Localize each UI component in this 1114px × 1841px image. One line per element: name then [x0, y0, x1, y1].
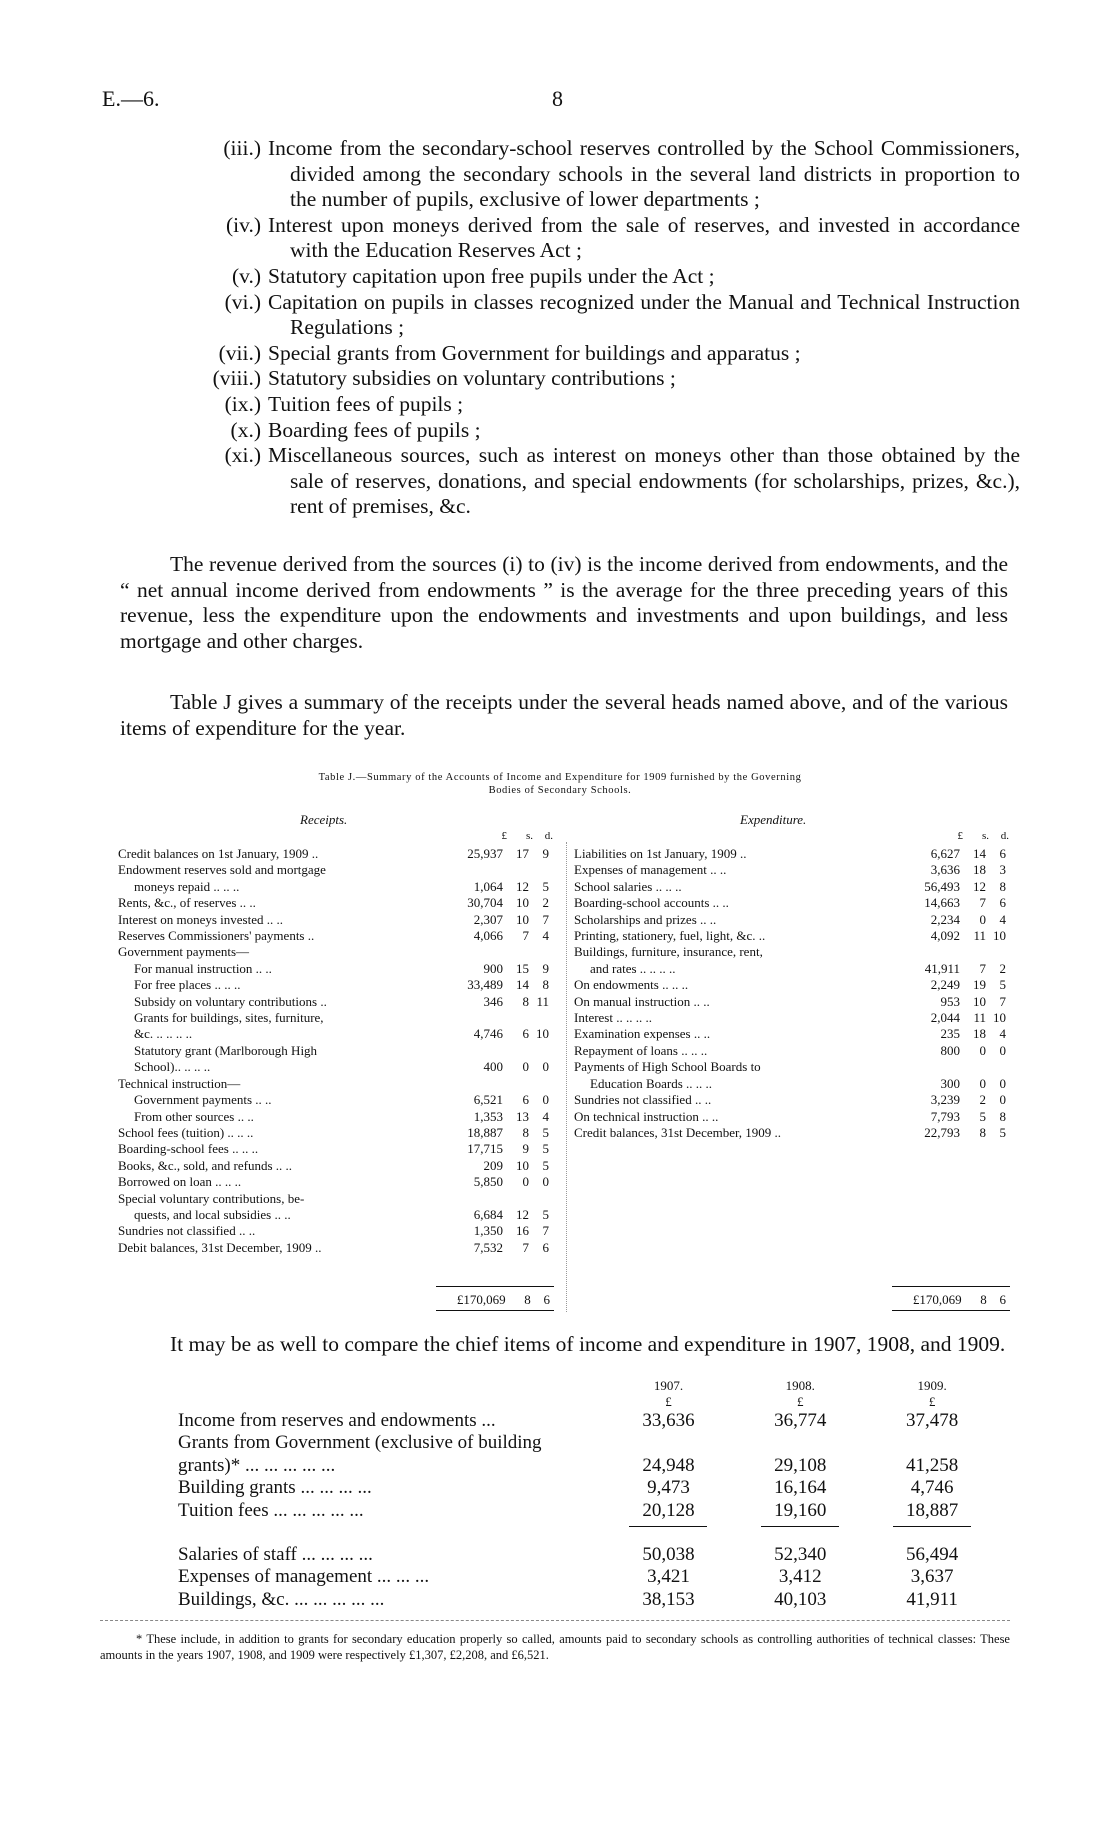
list-item: (vi.) Capitation on pupils in classes recognized under the Manual and Technical Instruction Regulations ; — [224, 289, 1020, 340]
table-row — [118, 879, 553, 895]
row-label: Subsidy on voluntary contributions .. — [134, 993, 327, 1009]
pence-cell: 5 — [542, 1206, 549, 1222]
table-row — [118, 912, 553, 928]
list-item: (iv.) Interest upon moneys derived from the sale of reserves, and invested in accordance with the Education Reserves Act ; — [225, 212, 1020, 263]
pence-cell — [529, 862, 553, 878]
table-row — [118, 895, 553, 911]
row-label: Special voluntary contributions, be- — [118, 1190, 305, 1206]
shillings-cell: 0 — [522, 1174, 529, 1190]
pence-cell: 0 — [999, 1075, 1006, 1091]
pence-cell — [529, 1010, 553, 1026]
table-row — [574, 895, 1010, 911]
pounds-cell: 300 — [940, 1075, 960, 1091]
table-row — [574, 862, 1010, 878]
pence-cell: 8 — [999, 878, 1006, 894]
shillings-cell: 7 — [522, 1239, 529, 1255]
pounds-cell: 30,704 — [467, 895, 503, 911]
shillings-cell: 10 — [516, 911, 529, 927]
row-label: Expenses of management .. .. — [574, 862, 727, 878]
pounds-cell: 7,532 — [473, 1239, 503, 1255]
table-row — [574, 944, 1010, 960]
pence-cell: 0 — [542, 1174, 549, 1190]
comparison-rule — [178, 1522, 998, 1532]
revenue-paragraph: The revenue derived from the sources (i) to (iv) is the income derived from endowments, and the “ net annual income derived from endowments ” is the average for the three preceding years of this revenue, less the expenditure upon the endowments and investments and upon buildings, and less mortgage and other charges. — [120, 552, 1008, 653]
pounds-cell: 346 — [483, 993, 503, 1009]
shillings-cell: 0 — [522, 1059, 529, 1075]
pence-cell: 6 — [542, 1239, 549, 1255]
year-value-cell: 50,038 — [642, 1544, 695, 1566]
receipts-ledger — [118, 846, 553, 1256]
pence-cell: 8 — [542, 977, 549, 993]
pence-cell: 0 — [999, 1042, 1006, 1058]
pounds-cell: 400 — [483, 1059, 503, 1075]
receipts-total-underline — [436, 1310, 554, 1311]
table-row — [574, 1010, 1010, 1026]
shillings-cell: 19 — [973, 977, 986, 993]
shillings-cell: 8 — [522, 1124, 529, 1140]
pounds-cell: 900 — [483, 960, 503, 976]
table-row — [178, 1544, 998, 1566]
pounds-cell — [431, 1191, 503, 1207]
shillings-cell: 11 — [973, 1010, 986, 1026]
pounds-cell: 4,066 — [473, 928, 503, 944]
list-item: (vii.) Special grants from Government for buildings and apparatus ; — [218, 340, 801, 365]
list-item: (xi.) Miscellaneous sources, such as interest on moneys other than those obtained by the sale of reserves, donations, and special endowments (for scholarships, prizes, &c.), rent of premises, &c. — [224, 443, 1020, 519]
pence-cell: 4 — [999, 1026, 1006, 1042]
row-label: Expenses of management ... ... ... — [178, 1566, 430, 1588]
row-label: For manual instruction .. .. — [134, 960, 272, 976]
pence-cell: 0 — [542, 1092, 549, 1108]
shillings-cell: 7 — [522, 928, 529, 944]
pence-cell: 5 — [542, 1124, 549, 1140]
table-row — [118, 862, 553, 878]
row-label: Government payments— — [118, 944, 250, 960]
table-j-intro-paragraph: Table J gives a summary of the receipts under the several heads named above, and of the various items of expenditure for the year. — [120, 690, 1008, 740]
pounds-cell — [888, 944, 960, 960]
pounds-cell: 41,911 — [924, 960, 960, 976]
year-value-cell: 3,421 — [647, 1566, 690, 1588]
shillings-cell: 6 — [522, 1026, 529, 1042]
year-value-cell — [603, 1432, 735, 1454]
row-label: Endowment reserves sold and mortgage — [118, 862, 326, 878]
shillings-cell: 15 — [516, 960, 529, 976]
pence-cell: 7 — [542, 1223, 549, 1239]
table-row — [118, 1191, 553, 1207]
row-label: On endowments .. .. .. — [574, 977, 689, 993]
pounds-cell: 18,887 — [467, 1124, 503, 1140]
pence-cell: 0 — [999, 1092, 1006, 1108]
pence-cell: 5 — [542, 878, 549, 894]
table-row — [178, 1500, 998, 1522]
pounds-cell: 6,521 — [473, 1092, 503, 1108]
table-row — [178, 1410, 998, 1432]
shillings-cell — [960, 944, 986, 960]
pence-cell: 9 — [542, 846, 549, 861]
pounds-cell: 17,715 — [467, 1141, 503, 1157]
table-row — [178, 1477, 998, 1499]
table-row — [118, 1092, 553, 1108]
row-label: Interest on moneys invested .. .. — [118, 911, 283, 927]
row-label: Payments of High School Boards to — [574, 1059, 761, 1075]
pounds-cell: 4,092 — [930, 928, 960, 944]
pence-cell — [986, 1059, 1010, 1075]
year-value-cell: 41,258 — [905, 1454, 959, 1476]
table-row — [118, 961, 553, 977]
table-row — [178, 1432, 998, 1454]
pence-cell: 10 — [993, 1010, 1006, 1026]
pounds-cell: 1,064 — [473, 878, 503, 894]
row-label: Liabilities on 1st January, 1909 .. — [574, 846, 747, 861]
row-label: Grants for buildings, sites, furniture, — [134, 1010, 324, 1026]
pounds-cell: 209 — [483, 1157, 503, 1173]
table-row — [118, 846, 553, 862]
shillings-cell: 14 — [973, 846, 986, 861]
pounds-cell: 33,489 — [467, 977, 503, 993]
shillings-cell: 11 — [973, 928, 986, 944]
pence-cell: 8 — [999, 1108, 1006, 1124]
pounds-cell: 6,627 — [930, 846, 960, 861]
row-label: For free places .. .. .. — [134, 977, 241, 993]
pounds-cell — [431, 862, 503, 878]
table-row — [178, 1566, 998, 1588]
pence-cell: 5 — [999, 977, 1006, 993]
row-label: and rates .. .. .. .. — [590, 960, 676, 976]
table-row — [118, 928, 553, 944]
shillings-cell — [503, 944, 529, 960]
shillings-cell: 10 — [973, 993, 986, 1009]
table-row — [574, 1092, 1010, 1108]
page-number: 8 — [552, 86, 563, 111]
shillings-cell: 10 — [516, 895, 529, 911]
pounds-cell: 2,249 — [930, 977, 960, 993]
table-row — [118, 1207, 553, 1223]
list-item: (iii.) Income from the secondary-school reserves controlled by the School Commissioners, divided among the secondary schools in the several land districts in proportion to the number of pupils, exclusive of lower departments ; — [223, 136, 1020, 212]
pounds-cell — [431, 1010, 503, 1026]
row-label: quests, and local subsidies .. .. — [134, 1206, 291, 1222]
pounds-cell: 953 — [940, 993, 960, 1009]
year-value-cell: 29,108 — [774, 1454, 827, 1476]
pence-cell — [529, 1076, 553, 1092]
table-row — [574, 1076, 1010, 1092]
table-row — [574, 1109, 1010, 1125]
shillings-cell — [503, 1010, 529, 1026]
year-value-cell: 24,948 — [642, 1454, 695, 1476]
row-label: Grants from Government (exclusive of building — [178, 1432, 542, 1454]
table-row — [574, 977, 1010, 993]
row-label: School salaries .. .. .. — [574, 878, 682, 894]
pence-cell: 4 — [542, 928, 549, 944]
table-row — [118, 1141, 553, 1157]
row-label: Examination expenses .. .. — [574, 1026, 711, 1042]
table-row — [118, 977, 553, 993]
shillings-cell: 5 — [979, 1108, 986, 1124]
table-row — [118, 1043, 553, 1059]
shillings-cell: 7 — [979, 895, 986, 911]
expenditure-total-underline — [892, 1310, 1010, 1311]
pounds-cell — [431, 944, 503, 960]
shillings-cell — [503, 1191, 529, 1207]
shillings-cell: 8 — [979, 1124, 986, 1140]
pence-cell: 7 — [999, 993, 1006, 1009]
list-item: (viii.) Statutory subsidies on voluntary contributions ; — [212, 366, 676, 391]
row-label: Reserves Commissioners' payments .. — [118, 928, 315, 944]
pounds-cell — [431, 1043, 503, 1059]
table-row — [178, 1455, 998, 1477]
row-label: Books, &c., sold, and refunds .. .. — [118, 1157, 293, 1173]
shillings-cell: 7 — [979, 960, 986, 976]
year-value-cell: 3,412 — [778, 1566, 822, 1588]
pence-cell: 2 — [999, 960, 1006, 976]
table-row — [178, 1589, 998, 1611]
row-label: Repayment of loans .. .. .. — [574, 1042, 708, 1058]
receipts-total: £170,069 8 6 — [456, 1292, 551, 1307]
table-row — [574, 1026, 1010, 1042]
receipts-units-header: £ s. d. — [501, 830, 553, 842]
list-item: (v.) Statutory capitation upon free pupils under the Act ; — [231, 263, 715, 288]
shillings-cell: 18 — [973, 862, 986, 878]
pence-cell — [529, 1191, 553, 1207]
row-label: grants)* ... ... ... ... ... — [178, 1454, 336, 1476]
year-value-cell: 38,153 — [642, 1588, 695, 1610]
pence-cell: 5 — [542, 1157, 549, 1173]
row-label: Scholarships and prizes .. .. — [574, 911, 717, 927]
shillings-cell: 12 — [516, 878, 529, 894]
table-row — [574, 879, 1010, 895]
row-label: Credit balances, 31st December, 1909 .. — [574, 1124, 782, 1140]
row-label: Government payments .. .. — [134, 1092, 272, 1108]
table-row — [118, 1158, 553, 1174]
year-value-cell: 18,887 — [905, 1499, 959, 1521]
row-label: Credit balances on 1st January, 1909 .. — [118, 846, 319, 861]
row-label: Debit balances, 31st December, 1909 .. — [118, 1239, 322, 1255]
pence-cell: 6 — [999, 895, 1006, 911]
shillings-cell: 2 — [979, 1092, 986, 1108]
row-label: &c. .. .. .. .. — [134, 1026, 193, 1042]
shillings-cell: 13 — [516, 1108, 529, 1124]
table-row — [118, 1059, 553, 1075]
footnote-divider — [100, 1620, 1010, 1621]
comparison-units-header: £ £ £ — [665, 1394, 936, 1409]
pounds-cell: 2,234 — [930, 911, 960, 927]
year-value-cell: 20,128 — [642, 1499, 695, 1521]
shillings-cell: 10 — [516, 1157, 529, 1173]
pounds-cell: 3,239 — [930, 1092, 960, 1108]
pence-cell: 10 — [993, 928, 1006, 944]
list-item: (x.) Boarding fees of pupils ; — [230, 417, 481, 442]
row-label: moneys repaid .. .. .. — [134, 878, 240, 894]
shillings-cell — [503, 862, 529, 878]
pounds-cell: 22,793 — [924, 1124, 960, 1140]
row-label: Interest .. .. .. .. — [574, 1010, 652, 1026]
table-row — [574, 961, 1010, 977]
table-row — [118, 1223, 553, 1239]
receipts-total-rule — [436, 1286, 554, 1287]
pence-cell: 11 — [536, 993, 549, 1009]
year-value-cell: 4,746 — [910, 1477, 954, 1499]
comparison-table — [178, 1378, 998, 1611]
row-label: Technical instruction— — [118, 1075, 241, 1091]
pence-cell — [986, 944, 1010, 960]
row-label: Sundries not classified .. .. — [118, 1223, 256, 1239]
list-item: (ix.) Tuition fees of pupils ; — [224, 391, 464, 416]
table-row — [574, 846, 1010, 862]
year-value-cell: 36,774 — [774, 1410, 827, 1431]
pounds-cell: 3,636 — [930, 862, 960, 878]
year-value-cell: 56,494 — [905, 1544, 959, 1566]
expenditure-ledger — [574, 846, 1010, 1141]
pence-cell: 6 — [999, 846, 1006, 861]
year-value-cell: 40,103 — [774, 1588, 827, 1610]
row-label: Buildings, furniture, insurance, rent, — [574, 944, 763, 960]
table-row — [118, 1109, 553, 1125]
shillings-cell: 0 — [979, 911, 986, 927]
table-row — [118, 1174, 553, 1190]
table-row — [118, 1240, 553, 1256]
row-label: Sundries not classified .. .. — [574, 1092, 712, 1108]
row-label: Boarding-school accounts .. .. — [574, 895, 729, 911]
comparison-income-rows — [178, 1410, 998, 1522]
shillings-cell: 6 — [522, 1092, 529, 1108]
year-value-cell: 19,160 — [774, 1499, 827, 1521]
row-label: Printing, stationery, fuel, light, &c. .. — [574, 928, 766, 944]
pence-cell: 5 — [542, 1141, 549, 1157]
pence-cell: 4 — [999, 911, 1006, 927]
pounds-cell: 7,793 — [930, 1108, 960, 1124]
year-value-cell — [734, 1432, 866, 1454]
year-value-cell — [866, 1432, 998, 1454]
row-label: Education Boards .. .. .. — [590, 1075, 713, 1091]
pence-cell: 7 — [542, 911, 549, 927]
table-row — [118, 944, 553, 960]
pounds-cell — [888, 1059, 960, 1075]
expenditure-total: £170,069 8 6 — [912, 1292, 1007, 1307]
pounds-cell: 1,353 — [473, 1108, 503, 1124]
table-row — [118, 1010, 553, 1026]
table-row — [118, 994, 553, 1010]
row-label: Income from reserves and endowments ... — [178, 1410, 496, 1431]
shillings-cell: 18 — [973, 1026, 986, 1042]
expenditure-heading: Expenditure. — [740, 812, 807, 827]
row-label: Rents, &c., of reserves .. .. — [118, 895, 256, 911]
footnote: * These include, in addition to grants for secondary education properly so called, amounts paid to secondary schools as controlling authorities of technical classes: These amounts in the years 1907, 1908, and 1909 were respectively £1,307, £2,208, and £6,521. — [100, 1632, 1010, 1662]
column-divider — [566, 842, 567, 1312]
row-label: School fees (tuition) .. .. .. — [118, 1124, 254, 1140]
table-row — [574, 912, 1010, 928]
expenditure-units-header: £ s. d. — [957, 830, 1009, 842]
shillings-cell: 0 — [979, 1042, 986, 1058]
row-label: From other sources .. .. — [134, 1108, 254, 1124]
shillings-cell: 8 — [522, 993, 529, 1009]
shillings-cell — [960, 1059, 986, 1075]
pounds-cell: 800 — [940, 1042, 960, 1058]
report-reference: E.—6. — [102, 86, 160, 111]
shillings-cell: 12 — [516, 1206, 529, 1222]
year-value-cell: 33,636 — [642, 1410, 695, 1431]
pounds-cell: 6,684 — [473, 1206, 503, 1222]
pence-cell: 3 — [999, 862, 1006, 878]
pounds-cell: 4,746 — [473, 1026, 503, 1042]
comparison-years-header: 1907. 1908. 1909. — [653, 1378, 947, 1393]
income-sources-list — [120, 136, 1020, 520]
pounds-cell — [431, 1076, 503, 1092]
row-label: Borrowed on loan .. .. .. — [118, 1174, 242, 1190]
row-label: Statutory grant (Marlborough High — [134, 1042, 318, 1058]
pounds-cell: 1,350 — [473, 1223, 503, 1239]
pounds-cell: 5,850 — [473, 1174, 503, 1190]
pence-cell: 4 — [542, 1108, 549, 1124]
pence-cell: 5 — [999, 1124, 1006, 1140]
pence-cell: 0 — [542, 1059, 549, 1075]
table-j-title: Table J.—Summary of the Accounts of Income and Expenditure for 1909 furnished by the Governing Bodies of Secondary Schools. — [318, 772, 802, 796]
shillings-cell — [503, 1043, 529, 1059]
year-value-cell: 37,478 — [905, 1410, 959, 1431]
row-label: Salaries of staff ... ... ... ... — [178, 1544, 373, 1566]
comparison-intro-paragraph: It may be as well to compare the chief items of income and expenditure in 1907, 1908, and 1909. — [170, 1332, 1006, 1356]
table-row — [574, 928, 1010, 944]
year-value-cell: 16,164 — [774, 1477, 827, 1499]
shillings-cell — [503, 1076, 529, 1092]
pence-cell: 2 — [542, 895, 549, 911]
pounds-cell: 235 — [940, 1026, 960, 1042]
year-value-cell: 52,340 — [774, 1544, 827, 1566]
shillings-cell: 17 — [516, 846, 529, 861]
pounds-cell: 56,493 — [924, 878, 960, 894]
year-value-cell: 41,911 — [906, 1588, 958, 1610]
year-value-cell: 9,473 — [647, 1477, 690, 1499]
pence-cell: 10 — [536, 1026, 549, 1042]
row-label: On technical instruction .. .. — [574, 1108, 719, 1124]
pounds-cell: 25,937 — [467, 846, 503, 861]
shillings-cell: 14 — [516, 977, 529, 993]
shillings-cell: 16 — [516, 1223, 529, 1239]
shillings-cell: 0 — [979, 1075, 986, 1091]
expenditure-total-rule — [892, 1286, 1010, 1287]
row-label: Boarding-school fees .. .. .. — [118, 1141, 259, 1157]
table-row — [574, 1059, 1010, 1075]
row-label: On manual instruction .. .. — [574, 993, 710, 1009]
receipts-heading: Receipts. — [300, 812, 348, 827]
table-row — [118, 1125, 553, 1141]
shillings-cell: 9 — [522, 1141, 529, 1157]
year-value-cell: 3,637 — [910, 1566, 954, 1588]
row-label: Tuition fees ... ... ... ... ... — [178, 1499, 364, 1521]
pence-cell: 9 — [542, 960, 549, 976]
table-row — [118, 1076, 553, 1092]
table-row — [574, 994, 1010, 1010]
pence-cell — [529, 1043, 553, 1059]
table-row — [574, 1125, 1010, 1141]
table-row — [574, 1043, 1010, 1059]
pounds-cell: 2,307 — [473, 911, 503, 927]
comparison-expenditure-rows — [178, 1544, 998, 1611]
row-label: School).. .. .. .. — [134, 1059, 211, 1075]
pence-cell — [529, 944, 553, 960]
row-label: Buildings, &c. ... ... ... ... ... — [178, 1588, 385, 1610]
pounds-cell: 2,044 — [930, 1010, 960, 1026]
row-label: Building grants ... ... ... ... — [178, 1477, 372, 1499]
table-row — [118, 1026, 553, 1042]
pounds-cell: 14,663 — [924, 895, 960, 911]
shillings-cell: 12 — [973, 878, 986, 894]
